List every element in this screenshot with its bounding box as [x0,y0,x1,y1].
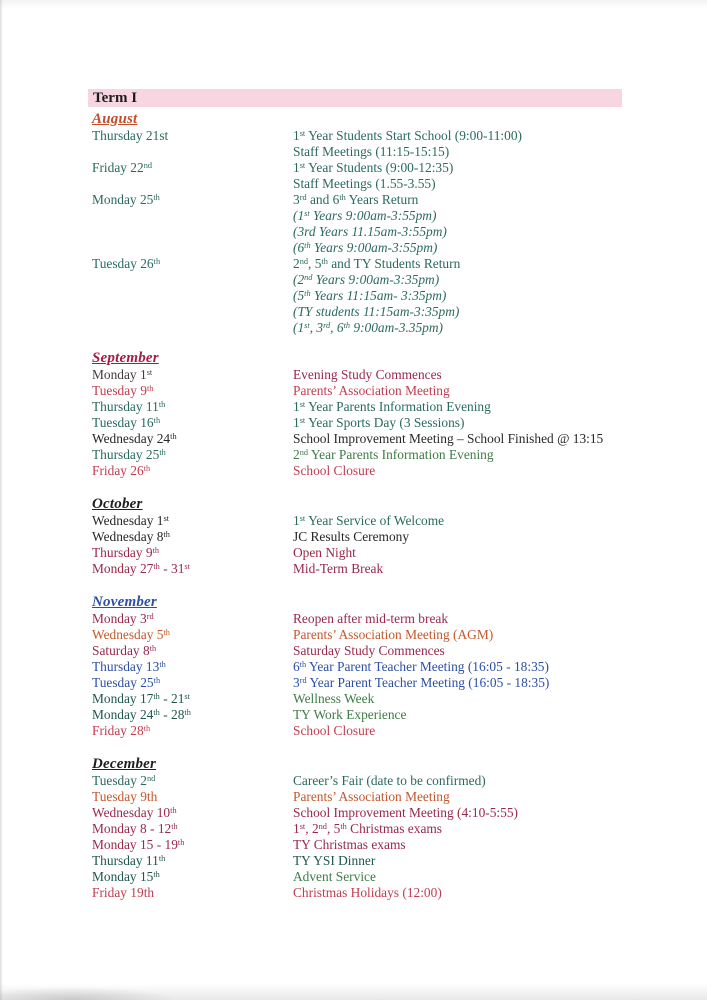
schedule-row [88,611,622,627]
date-cell: Friday 26th [92,463,151,478]
schedule-row [88,224,622,240]
date-cell [88,304,293,320]
event-cell: Advent Service [293,869,376,884]
schedule-row [88,691,622,707]
date-cell: Wednesday 8th [92,529,170,544]
date-cell [88,272,293,288]
event-cell: TY YSI Dinner [293,853,376,868]
date-cell: Wednesday 10th [92,805,177,820]
event-cell: Christmas Holidays (12:00) [293,885,442,900]
schedule-row [88,192,622,208]
schedule-row [88,399,622,415]
schedule-row [88,805,622,821]
schedule-row [88,659,622,675]
month-section-august [88,110,622,336]
event-cell: Parents’ Association Meeting [293,383,450,398]
event-cell: School Improvement Meeting (4:10-5:55) [293,805,518,820]
event-cell: Parents’ Association Meeting [293,789,450,804]
date-cell: Thursday 13th [92,659,166,674]
month-rows [88,773,622,901]
schedule-row [88,144,622,160]
event-cell: (3rd Years 11.15am-3:55pm) [293,224,447,239]
date-cell: Tuesday 2nd [92,773,156,788]
date-cell: Friday 19th [92,885,155,900]
date-cell: Monday 27th - 31st [92,561,190,576]
event-cell: Wellness Week [293,691,375,706]
event-cell: TY Christmas exams [293,837,406,852]
schedule-row [88,272,622,288]
schedule-row [88,447,622,463]
date-cell: Monday 25th [92,192,160,207]
schedule-row [88,885,622,901]
event-cell: Evening Study Commences [293,367,442,382]
event-cell: 1st Year Parents Information Evening [293,399,491,414]
schedule-row [88,675,622,691]
schedule-row [88,367,622,383]
schedule-row [88,431,622,447]
event-cell: School Closure [293,463,376,478]
schedule-row [88,837,622,853]
date-cell: Wednesday 5th [92,627,170,642]
schedule-row [88,304,622,320]
schedule-row [88,288,622,304]
schedule-row [88,561,622,577]
schedule-row [88,869,622,885]
date-cell: Thursday 11th [92,399,166,414]
event-cell: 1st Year Service of Welcome [293,513,445,528]
schedule-row [88,160,622,176]
event-cell: (2nd Years 9:00am-3:35pm) [293,272,440,287]
schedule-row [88,320,622,336]
schedule-row [88,240,622,256]
schedule-row [88,723,622,739]
month-section-september [88,349,622,479]
schedule-row [88,707,622,723]
schedule-row [88,773,622,789]
date-cell [88,208,293,224]
date-cell: Tuesday 9th [92,789,158,804]
date-cell [88,224,293,240]
schedule-row [88,256,622,272]
schedule-row [88,529,622,545]
month-section-october [88,495,622,577]
event-cell: 2nd Year Parents Information Evening [293,447,494,462]
month-title: October [92,496,143,512]
event-cell: 3rd and 6th Years Return [293,192,419,207]
event-cell: 1st Year Students Start School (9:00-11:00) [293,128,522,143]
schedule-row [88,853,622,869]
schedule-row [88,821,622,837]
event-cell: School Improvement Meeting – School Finished @ 13:15 [293,431,604,446]
date-cell [88,176,293,192]
month-title: September [92,350,159,366]
date-cell: Thursday 21st [92,128,169,143]
date-cell [88,240,293,256]
schedule-row [88,643,622,659]
date-cell: Monday 24th - 28th [92,707,191,722]
event-cell: (1st Years 9:00am-3:55pm) [293,208,437,223]
date-cell: Tuesday 16th [92,415,161,430]
month-rows [88,513,622,577]
schedule-row [88,789,622,805]
event-cell: School Closure [293,723,376,738]
event-cell: 3rd Year Parent Teacher Meeting (16:05 - 18:35) [293,675,550,690]
month-title: December [92,756,157,772]
term-calendar [88,89,622,901]
event-cell: Staff Meetings (11:15-15:15) [293,144,450,159]
schedule-row [88,415,622,431]
event-cell: 1st Year Students (9:00-12:35) [293,160,454,175]
date-cell: Friday 22nd [92,160,152,175]
date-cell: Wednesday 1st [92,513,169,528]
date-cell: Monday 15 - 19th [92,837,185,852]
date-cell: Monday 3rd [92,611,154,626]
scan-artifact-top [0,0,707,8]
date-cell: Thursday 11th [92,853,166,868]
month-section-november [88,593,622,739]
date-cell: Monday 8 - 12th [92,821,178,836]
months-container [88,110,622,901]
schedule-row [88,208,622,224]
event-cell: Reopen after mid-term break [293,611,449,626]
schedule-row [88,513,622,529]
event-cell: (1st, 3rd, 6th 9:00am-3.35pm) [293,320,444,335]
date-cell: Saturday 8th [92,643,157,658]
date-cell: Monday 17th - 21st [92,691,190,706]
date-cell: Monday 1st [92,367,153,382]
schedule-row [88,463,622,479]
date-cell [88,144,293,160]
date-cell: Friday 28th [92,723,151,738]
event-cell: Saturday Study Commences [293,643,445,658]
schedule-row [88,627,622,643]
schedule-row [88,128,622,144]
date-cell: Thursday 25th [92,447,166,462]
event-cell: JC Results Ceremony [293,529,410,544]
term-title: Term I [93,90,138,106]
event-cell: (TY students 11:15am-3:35pm) [293,304,460,319]
event-cell: 1st, 2nd, 5th Christmas exams [293,821,443,836]
date-cell: Tuesday 9th [92,383,154,398]
event-cell: 6th Year Parent Teacher Meeting (16:05 - 18:35) [293,659,549,674]
schedule-row [88,176,622,192]
date-cell [88,320,293,336]
event-cell: 2nd, 5th and TY Students Return [293,256,461,271]
event-cell: Parents’ Association Meeting (AGM) [293,627,494,642]
event-cell: TY Work Experience [293,707,407,722]
date-cell: Tuesday 26th [92,256,161,271]
term-header-band [88,89,622,107]
date-cell [88,288,293,304]
event-cell: Mid-Term Break [293,561,384,576]
scan-artifact-left [0,0,3,1000]
event-cell: Career’s Fair (date to be confirmed) [293,773,486,788]
month-section-december [88,755,622,901]
schedule-row [88,545,622,561]
scan-artifact-bottom [0,984,707,1000]
month-title: August [92,111,138,127]
event-cell: (5th Years 11:15am- 3:35pm) [293,288,447,303]
date-cell: Thursday 9th [92,545,160,560]
date-cell: Tuesday 25th [92,675,161,690]
event-cell: Staff Meetings (1.55-3.55) [293,176,436,191]
month-rows [88,367,622,479]
date-cell: Monday 15th [92,869,160,884]
date-cell: Wednesday 24th [92,431,177,446]
schedule-row [88,383,622,399]
event-cell: 1st Year Sports Day (3 Sessions) [293,415,465,430]
month-rows [88,128,622,336]
event-cell: (6th Years 9:00am-3:55pm) [293,240,438,255]
event-cell: Open Night [293,545,356,560]
month-title: November [92,594,157,610]
month-rows [88,611,622,739]
